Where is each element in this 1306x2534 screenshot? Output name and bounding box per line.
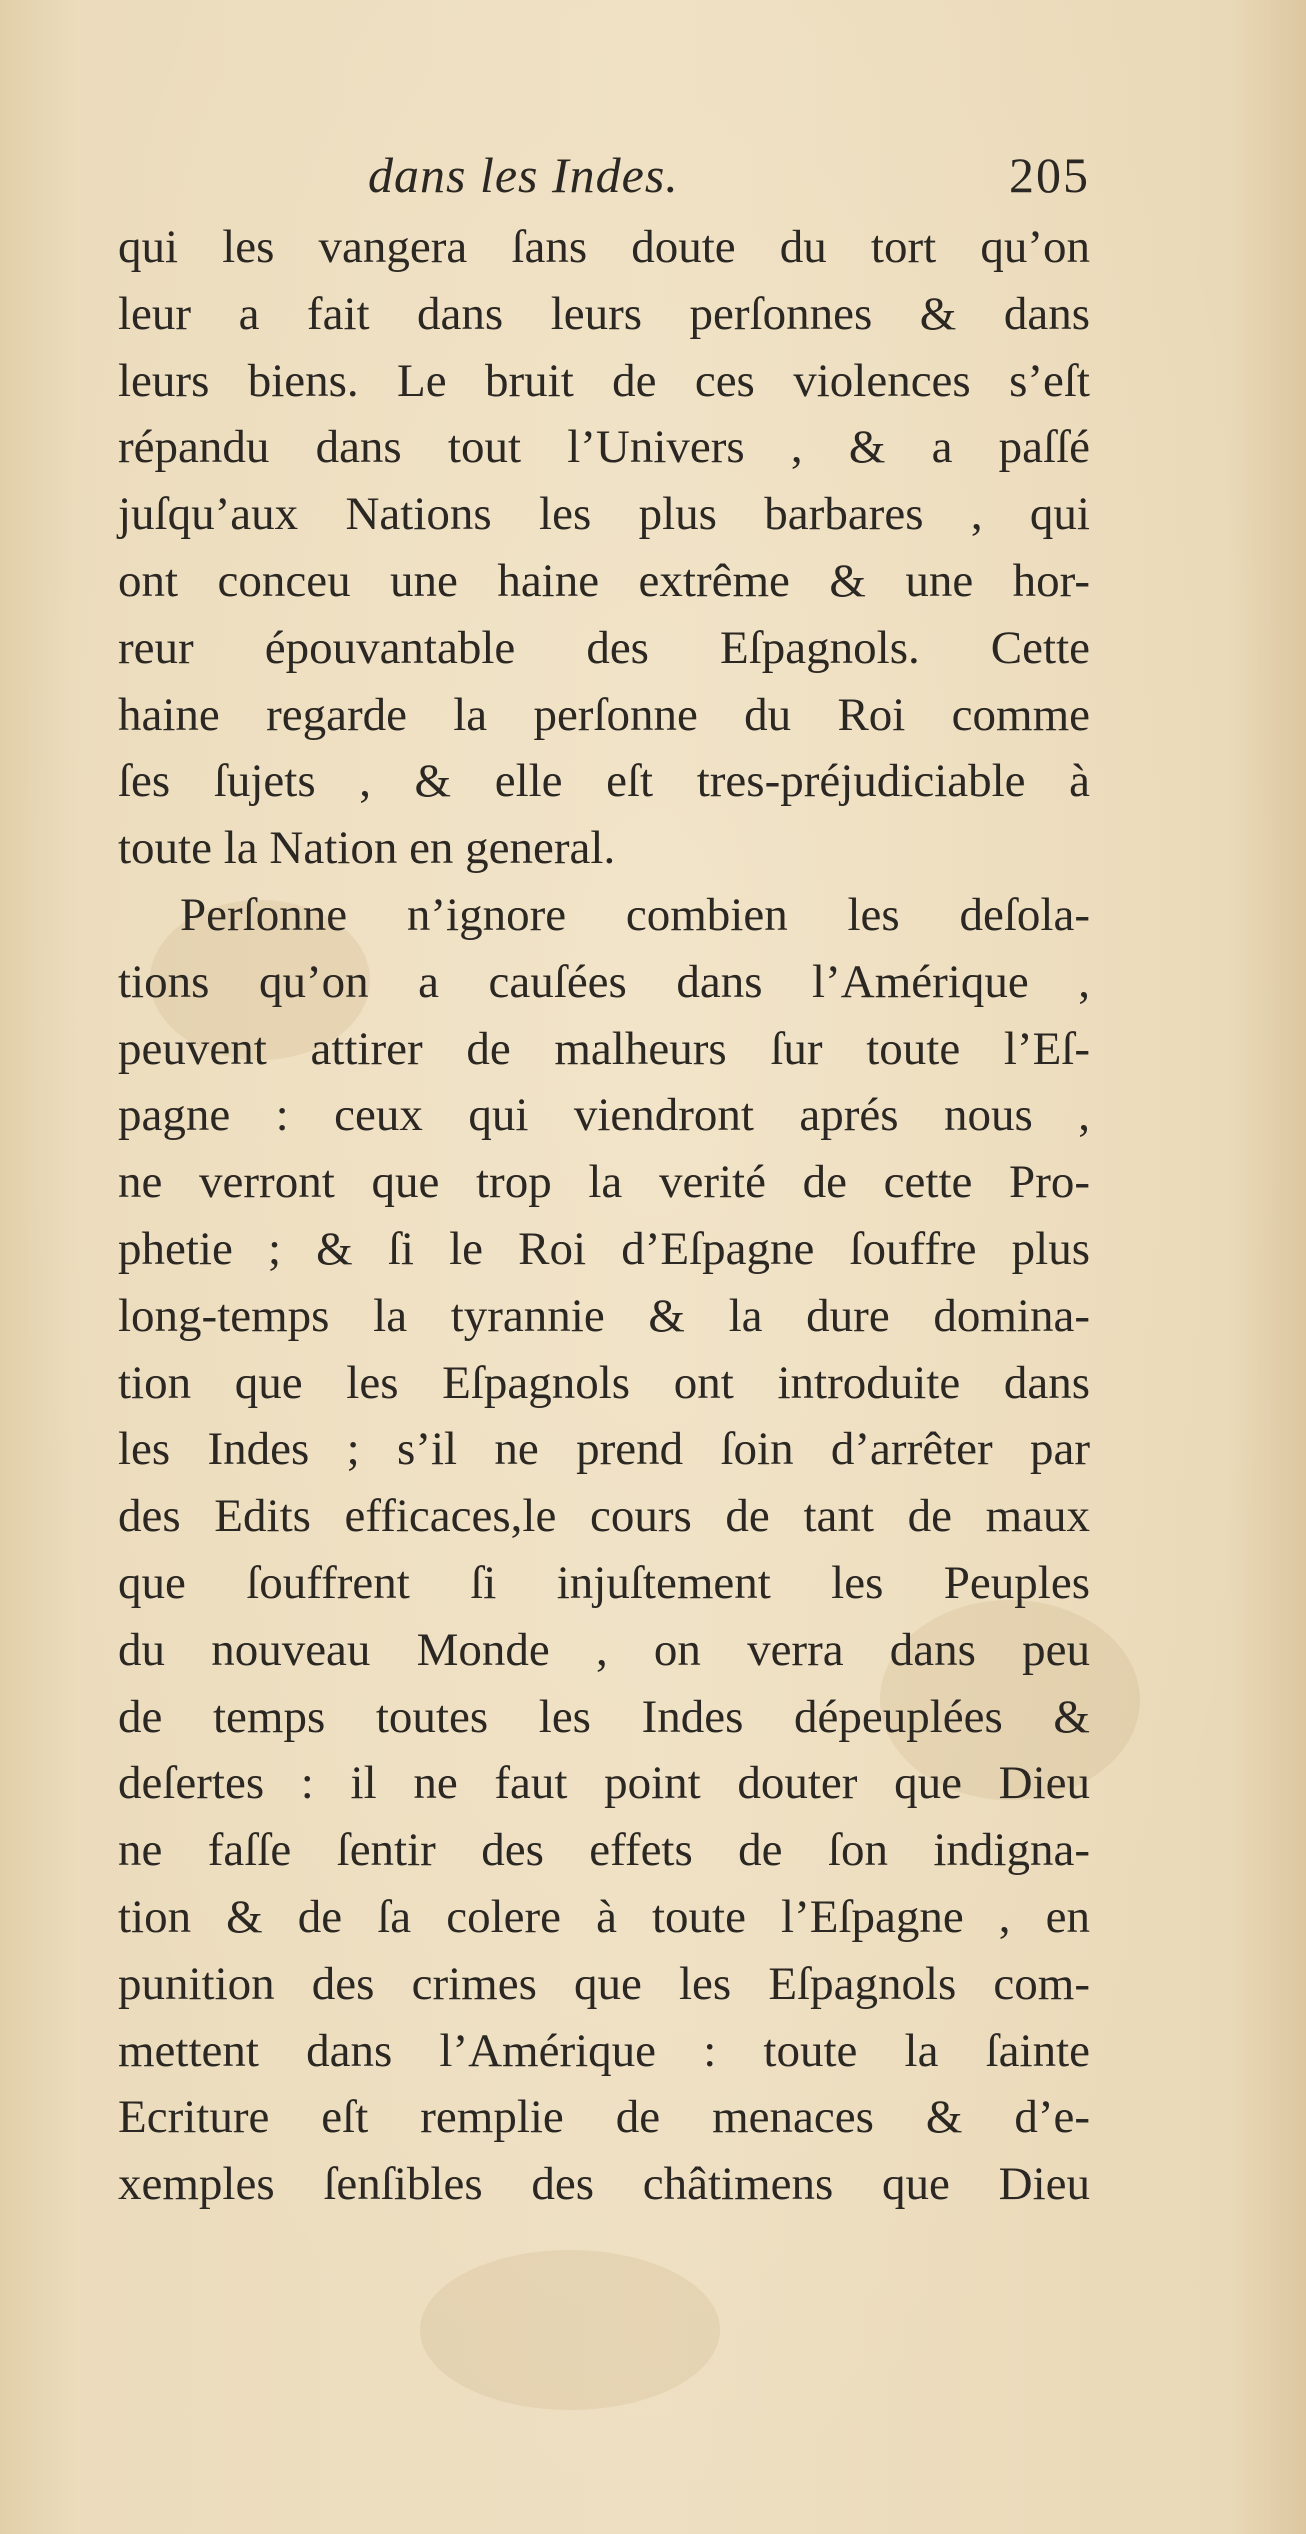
text-line: tion & de ſa colere à toute l’Eſpagne , en: [118, 1890, 1090, 1943]
running-title: dans les Indes.: [368, 147, 679, 203]
paragraph-start-line: Perſonne n’ignore combien les deſola-: [180, 888, 1090, 941]
text-line: des Edits efficaces,le cours de tant de maux: [118, 1490, 1090, 1543]
text-line: ne verront que trop la verité de cette Pro-: [118, 1156, 1090, 1209]
text-line: leurs biens. Le bruit de ces violences s’eſt: [118, 354, 1090, 407]
text-line: de temps toutes les Indes dépeuplées &: [118, 1690, 1090, 1743]
text-line: leur a fait dans leurs perſonnes & dans: [118, 287, 1090, 340]
text-line: que ſouffrent ſi injuſtement les Peuples: [118, 1556, 1090, 1609]
body-text: [118, 214, 1090, 2218]
text-line: reur épouvantable des Eſpagnols. Cette: [118, 621, 1090, 674]
text-line: toute la Nation en general.: [118, 822, 616, 875]
text-line: pagne : ceux qui viendront aprés nous ,: [118, 1089, 1090, 1142]
text-line: du nouveau Monde , on verra dans peu: [118, 1623, 1090, 1676]
text-line: Ecriture eſt remplie de menaces & d’e-: [118, 2091, 1090, 2144]
page-number: 205: [1009, 147, 1090, 203]
text-line: punition des crimes que les Eſpagnols com-: [118, 1957, 1090, 2010]
text-line: ſes ſujets , & elle eſt tres-préjudiciable à: [118, 755, 1090, 808]
text-line: long-temps la tyrannie & la dure domina-: [118, 1289, 1090, 1342]
text-line: tions qu’on a cauſées dans l’Amérique ,: [118, 955, 1090, 1008]
text-line: qui les vangera ſans doute du tort qu’on: [118, 221, 1090, 273]
paper-stain: [420, 2250, 720, 2410]
text-line: haine regarde la perſonne du Roi comme: [118, 688, 1090, 741]
text-line: mettent dans l’Amérique : toute la ſainte: [118, 2024, 1090, 2077]
text-line: ont conceu une haine extrême & une hor-: [118, 554, 1090, 607]
text-line: les Indes ; s’il ne prend ſoin d’arrêter par: [118, 1423, 1090, 1476]
text-line: phetie ; & ſi le Roi d’Eſpagne ſouffre plus: [118, 1222, 1090, 1275]
text-line: ne faſſe ſentir des effets de ſon indigna-: [118, 1824, 1090, 1877]
text-line: peuvent attirer de malheurs ſur toute l’Eſ-: [118, 1022, 1090, 1075]
text-line: répandu dans tout l’Univers , & a paſſé: [118, 421, 1090, 474]
text-line: xemples ſenſibles des châtimens que Dieu: [118, 2158, 1090, 2211]
text-line: juſqu’aux Nations les plus barbares , qui: [118, 488, 1090, 541]
text-line: tion que les Eſpagnols ont introduite dans: [118, 1356, 1090, 1409]
running-head: [118, 140, 1090, 210]
text-line: deſertes : il ne faut point douter que Dieu: [118, 1757, 1090, 1810]
